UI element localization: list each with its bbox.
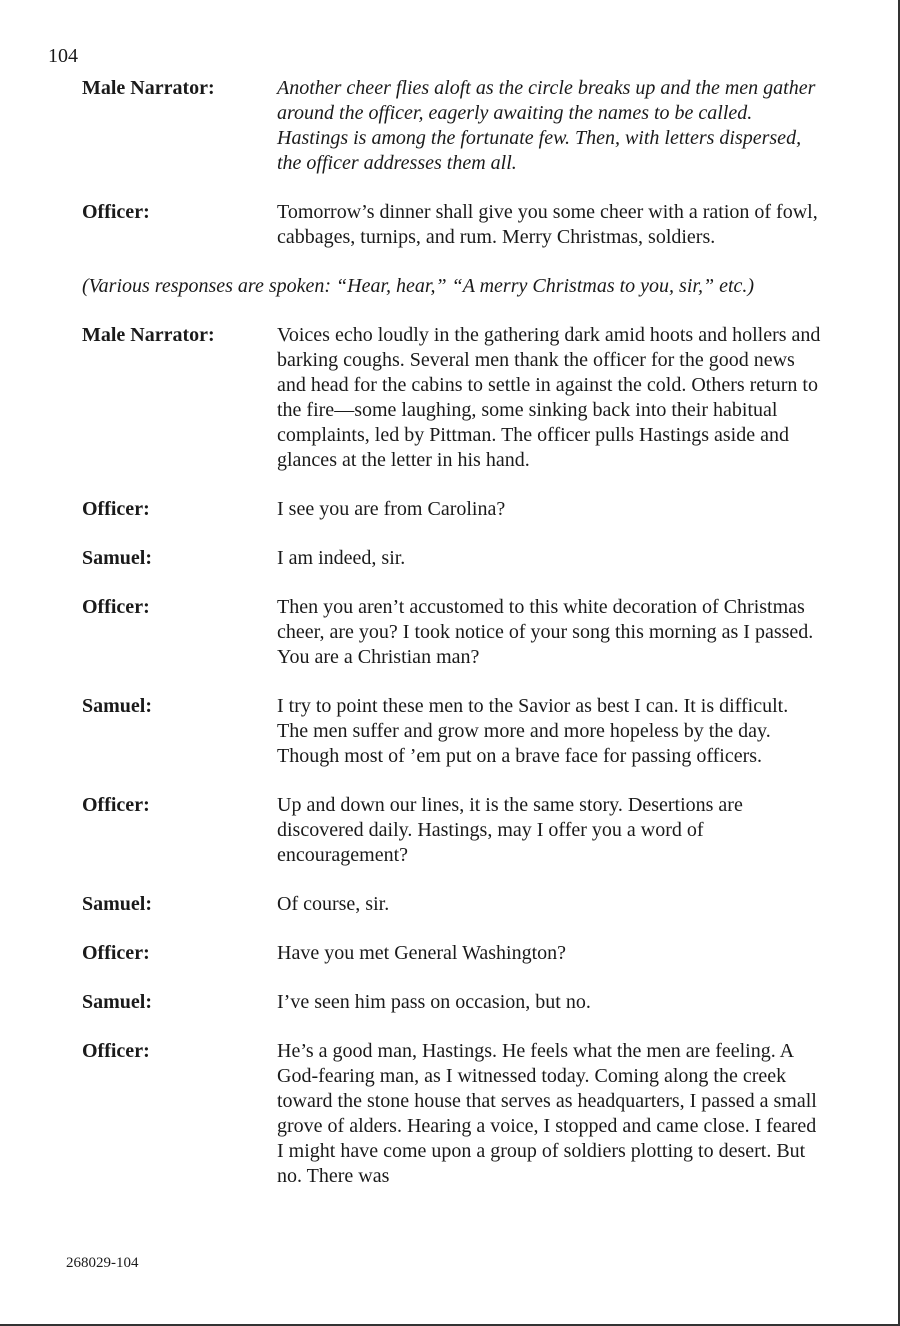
script-line (82, 793, 822, 868)
speaker-name: Officer: (82, 201, 150, 223)
script-line (82, 200, 822, 250)
dialogue-text: I’ve seen him pass on occasion, but no. (277, 991, 591, 1013)
dialogue-text: Of course, sir. (277, 893, 390, 915)
script-line (82, 990, 822, 1015)
speaker-name: Samuel: (82, 893, 152, 915)
dialogue-text: Then you aren’t accustomed to this white decoration of Christmas cheer, are you? I took notice of your song this morning as I passed. You are a Christian man? (277, 596, 814, 668)
speaker-name: Officer: (82, 794, 150, 816)
footer-code: 268029-104 (66, 1255, 139, 1271)
speaker-name: Samuel: (82, 695, 152, 717)
dialogue-text: Tomorrow’s dinner shall give you some cheer with a ration of fowl, cabbages, turnips, and rum. Merry Christmas, soldiers. (277, 201, 818, 248)
script-line (82, 892, 822, 917)
speaker-name: Officer: (82, 596, 150, 618)
narration-text: Another cheer flies aloft as the circle breaks up and the men gather around the officer, eagerly awaiting the names to be called. Hastings is among the fortunate few. Then, with letters dispersed, the officer addresses them all. (277, 77, 816, 174)
script-line (82, 323, 822, 473)
page-number: 104 (48, 45, 78, 67)
dialogue-text: I am indeed, sir. (277, 547, 406, 569)
speaker-name: Samuel: (82, 991, 152, 1013)
script-line (82, 76, 822, 176)
speaker-name: Male Narrator: (82, 77, 215, 99)
script-line (82, 1039, 822, 1189)
stage-direction: (Various responses are spoken: “Hear, hear,” “A merry Christmas to you, sir,” etc.) (82, 275, 755, 297)
dialogue-text: Voices echo loudly in the gathering dark amid hoots and hollers and barking coughs. Several men thank the officer for the good news and head for the cabins to settle in against the cold. Others return to the fire—some laughing, some sinking back into their habitual complaints, led by Pittman. The officer pulls Hastings aside and glances at the letter in his hand. (277, 324, 821, 471)
script-line (82, 694, 822, 769)
script-body (82, 76, 822, 1213)
speaker-name: Male Narrator: (82, 324, 215, 346)
speaker-name: Samuel: (82, 547, 152, 569)
dialogue-text: He’s a good man, Hastings. He feels what the men are feeling. A God-fearing man, as I witnessed today. Coming along the creek toward the stone house that serves as headquarters, I passed a small grove of alders. Hearing a voice, I stopped and came close. I feared I might have come upon a group of soldiers plotting to desert. But no. There was (277, 1040, 817, 1187)
dialogue-text: I try to point these men to the Savior as best I can. It is difficult. The men suffer and grow more and more hopeless by the day. Though most of ’em put on a brave face for passing officers. (277, 695, 789, 767)
script-line (82, 595, 822, 670)
script-line (82, 497, 822, 522)
dialogue-text: I see you are from Carolina? (277, 498, 506, 520)
speaker-name: Officer: (82, 1040, 150, 1062)
dialogue-text: Up and down our lines, it is the same story. Desertions are discovered daily. Hastings, may I offer you a word of encouragement? (277, 794, 743, 866)
speaker-name: Officer: (82, 498, 150, 520)
script-line (82, 546, 822, 571)
dialogue-text: Have you met General Washington? (277, 942, 567, 964)
script-line (82, 941, 822, 966)
speaker-name: Officer: (82, 942, 150, 964)
